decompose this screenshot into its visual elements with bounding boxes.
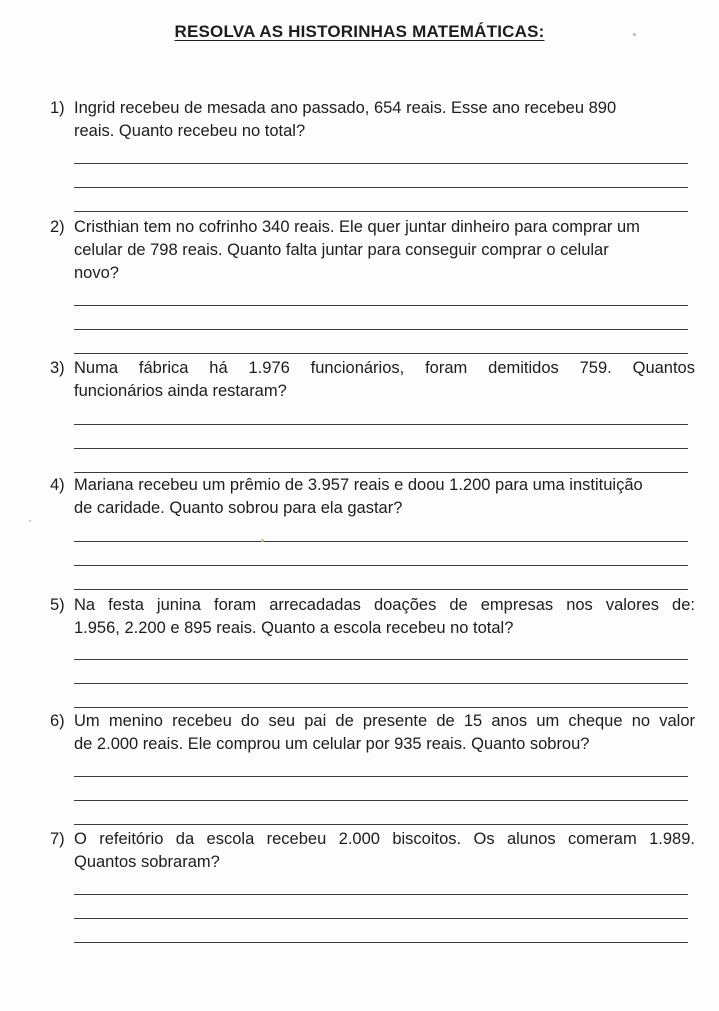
problem-text-line: Ingrid recebeu de mesada ano passado, 654 reais. Esse ano recebeu 890 xyxy=(74,99,617,117)
problem-7 xyxy=(50,828,695,874)
problem-text-line: 1.956, 2.200 e 895 reais. Quanto a escola recebeu no total? xyxy=(74,619,514,637)
answer-line[interactable] xyxy=(74,942,688,943)
problem-number: 2) xyxy=(50,218,65,236)
problem-text-line: O refeitório da escola recebeu 2.000 biscoitos. Os alunos comeram 1.989. xyxy=(74,830,695,848)
answer-line[interactable] xyxy=(74,353,688,354)
problem-text-line: de 2.000 reais. Ele comprou um celular por 935 reais. Quanto sobrou? xyxy=(74,735,590,753)
problem-text-line: funcionários ainda restaram? xyxy=(74,382,287,400)
answer-line[interactable] xyxy=(74,565,688,566)
answer-line[interactable] xyxy=(74,776,688,777)
answer-line[interactable] xyxy=(74,707,688,708)
problem-number: 3) xyxy=(50,359,65,377)
problem-text-line: Na festa junina foram arrecadadas doações de empresas nos valores de: xyxy=(74,596,695,614)
paper-speck xyxy=(261,539,264,542)
answer-line[interactable] xyxy=(74,541,688,542)
answer-line[interactable] xyxy=(74,472,688,473)
problem-number: 4) xyxy=(50,476,65,494)
problem-number: 7) xyxy=(50,830,65,848)
answer-line[interactable] xyxy=(74,163,688,164)
paper-speck xyxy=(29,520,31,522)
answer-line[interactable] xyxy=(74,448,688,449)
problem-text-line: Quantos sobraram? xyxy=(74,853,220,871)
problem-text-line: Mariana recebeu um prêmio de 3.957 reais e doou 1.200 para uma instituição xyxy=(74,476,643,494)
problem-text-line: Numa fábrica há 1.976 funcionários, foram demitidos 759. Quantos xyxy=(74,359,695,377)
answer-line[interactable] xyxy=(74,683,688,684)
answer-line[interactable] xyxy=(74,305,688,306)
problem-6 xyxy=(50,710,695,756)
problem-text-line: novo? xyxy=(74,264,119,282)
problem-4 xyxy=(50,474,695,520)
paper-speck xyxy=(633,33,636,36)
problem-5 xyxy=(50,594,695,640)
problem-text-line: celular de 798 reais. Quanto falta juntar para conseguir comprar o celular xyxy=(74,241,609,259)
answer-line[interactable] xyxy=(74,659,688,660)
problem-1 xyxy=(50,97,695,143)
answer-line[interactable] xyxy=(74,211,688,212)
problem-text-line: reais. Quanto recebeu no total? xyxy=(74,122,306,140)
problem-text-line: Um menino recebeu do seu pai de presente de 15 anos um cheque no valor xyxy=(74,712,695,730)
page-title: RESOLVA AS HISTORINHAS MATEMÁTICAS: xyxy=(174,22,545,41)
problem-2 xyxy=(50,216,695,285)
problem-3 xyxy=(50,357,695,403)
problem-text-line: Cristhian tem no cofrinho 340 reais. Ele quer juntar dinheiro para comprar um xyxy=(74,218,640,236)
problem-number: 5) xyxy=(50,596,65,614)
answer-line[interactable] xyxy=(74,329,688,330)
problem-number: 1) xyxy=(50,99,65,117)
answer-line[interactable] xyxy=(74,589,688,590)
answer-line[interactable] xyxy=(74,918,688,919)
problem-text-line: de caridade. Quanto sobrou para ela gastar? xyxy=(74,499,403,517)
answer-line[interactable] xyxy=(74,424,688,425)
problem-number: 6) xyxy=(50,712,65,730)
answer-line[interactable] xyxy=(74,824,688,825)
answer-line[interactable] xyxy=(74,187,688,188)
answer-line[interactable] xyxy=(74,800,688,801)
answer-line[interactable] xyxy=(74,894,688,895)
